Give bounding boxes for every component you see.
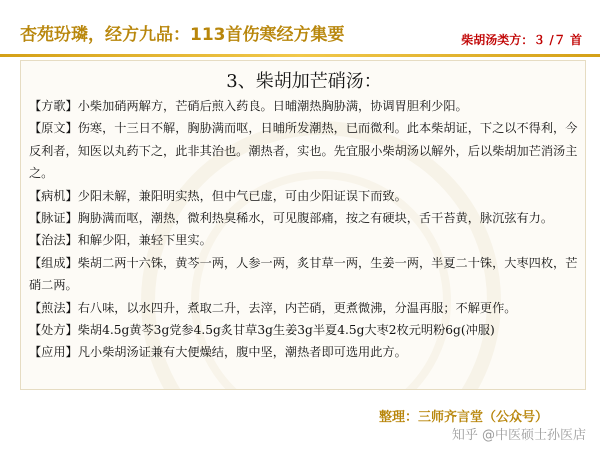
section-tag: 【煎法】 <box>29 300 78 315</box>
section-original-text <box>29 117 579 184</box>
footer-watermark: 知乎 @中医硕士孙医店 <box>451 428 586 443</box>
header-title: 杏苑玢璘，经方九品：113首伤寒经方集要 <box>20 25 345 45</box>
section-prescription <box>29 319 579 341</box>
section-decoction <box>29 297 579 319</box>
section-text: 柴胡二两十六铢，黄芩一两，人参一两，炙甘草一两，生姜一两，半夏二十铢，大枣四枚，芒硝二两。 <box>29 255 578 293</box>
category-label: 柴胡汤类方：３ /７ 首 <box>461 33 582 47</box>
section-tag: 【方歌】 <box>29 99 78 113</box>
section-text: 凡小柴胡汤证兼有大便燥结，腹中坚，潮热者即可选用此方。 <box>77 345 407 360</box>
formula-heading: 3、柴胡加芒硝汤： <box>226 71 382 92</box>
section-pulse-signs <box>29 207 579 229</box>
section-composition <box>29 252 579 297</box>
section-tag: 【原文】 <box>29 121 78 136</box>
header-divider <box>0 54 600 57</box>
section-text: 柴胡4.5g黄芩3g党参4.5g炙甘草3g生姜3g半夏4.5g大枣2枚元明粉6g(冲服) <box>77 323 495 338</box>
formula-content <box>29 95 579 364</box>
section-tag: 【治法】 <box>29 233 78 248</box>
section-treatment <box>29 229 579 251</box>
section-tag: 【病机】 <box>29 188 78 203</box>
section-text: 伤寒，十三日不解，胸胁满而呕，日晡所发潮热，已而微利。此本柴胡证，下之以不得利，今反利者，知医以丸药下之，此非其治也。潮热者，实也。先宜服小柴胡汤以解外，后以柴胡加芒消汤主之。 <box>29 121 578 181</box>
section-text: 和解少阳，兼轻下里实。 <box>77 233 212 248</box>
section-text: 少阳未解，兼阳明实热，但中气已虚，可由少阳证误下而致。 <box>77 188 407 203</box>
footer-credit: 整理：三师齐言堂（公众号） <box>378 410 548 425</box>
section-song <box>29 95 579 117</box>
content-panel <box>20 60 586 390</box>
section-tag: 【应用】 <box>29 345 78 360</box>
section-tag: 【组成】 <box>29 255 78 270</box>
header-bar <box>0 0 600 56</box>
section-text: 右八味，以水四升，煮取二升，去滓，内芒硝，更煮微沸，分温再服；不解更作。 <box>77 300 517 315</box>
section-text: 小柴加硝两解方，芒硝后煎入药良。日晡潮热胸胁满，协调胃胆利少阳。 <box>77 99 468 113</box>
section-tag: 【脉证】 <box>29 211 78 226</box>
section-text: 胸胁满而呕，潮热，微利热臭稀水，可见腹部痛，按之有硬块，舌干苔黄，脉沉弦有力。 <box>77 211 554 226</box>
section-pathogenesis <box>29 185 579 207</box>
section-application <box>29 341 579 363</box>
section-tag: 【处方】 <box>29 323 78 338</box>
